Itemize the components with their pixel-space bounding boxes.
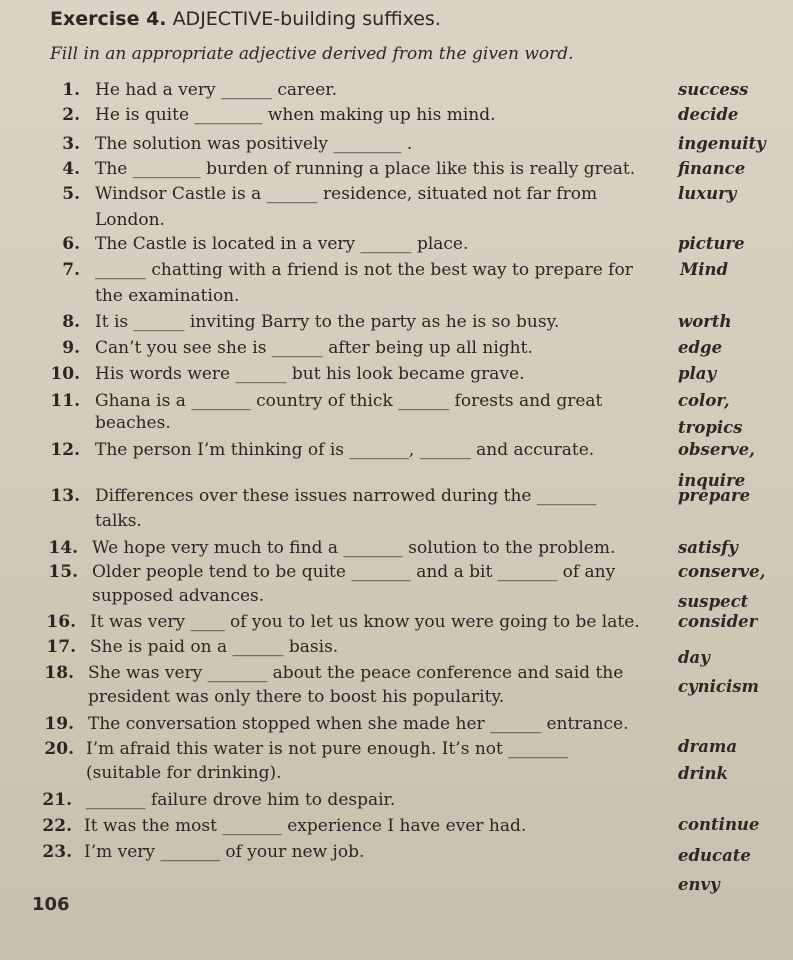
base-word: consider [678, 612, 758, 631]
item-number: 10. [50, 364, 80, 384]
exercise-title: ADJECTIVE-building suffixes. [172, 8, 441, 30]
item-sentence: She was very _______ about the peace conference and said the [88, 663, 624, 683]
item-number: 7. [62, 260, 80, 280]
exercise-instruction: Fill in an appropriate adjective derived from the given word. [50, 44, 574, 64]
item-number: 1. [62, 80, 80, 100]
item-sentence: ______ chatting with a friend is not the best way to prepare for [95, 260, 633, 280]
base-word: continue [678, 815, 760, 834]
item-sentence: He had a very ______ career. [95, 80, 337, 100]
base-word: Mind [680, 260, 729, 279]
item-number: 12. [50, 440, 80, 460]
item-sentence: The ________ burden of running a place like this is really great. [95, 159, 636, 179]
base-word: day [678, 648, 710, 667]
base-word-secondary: suspect [678, 592, 749, 611]
item-number: 22. [42, 816, 72, 836]
base-word: drama [678, 737, 738, 756]
base-word: satisfy [678, 538, 738, 557]
base-word: cynicism [678, 677, 759, 696]
base-word: decide [678, 105, 739, 124]
page-number: 106 [32, 894, 70, 915]
item-sentence: _______ failure drove him to despair. [86, 790, 396, 810]
base-word-secondary: inquire [678, 471, 746, 490]
item-number: 21. [42, 790, 72, 810]
base-word: finance [678, 159, 746, 178]
item-number: 13. [50, 486, 80, 506]
item-sentence: The solution was positively ________ . [95, 134, 413, 154]
item-sentence-continuation: talks. [95, 511, 142, 531]
item-sentence: It was very ____ of you to let us know you were going to be late. [90, 612, 640, 632]
item-sentence: The Castle is located in a very ______ place. [95, 234, 469, 254]
base-word: worth [678, 312, 732, 331]
base-word: picture [678, 234, 745, 253]
item-sentence: Can’t you see she is ______ after being up all night. [95, 338, 533, 358]
item-number: 3. [62, 134, 80, 154]
item-sentence: I’m afraid this water is not pure enough. It’s not _______ [86, 739, 568, 759]
exercise-label: Exercise 4. [50, 8, 167, 30]
item-sentence: The conversation stopped when she made her ______ entrance. [88, 714, 629, 734]
item-number: 17. [46, 637, 76, 657]
item-number: 11. [50, 391, 80, 411]
item-number: 18. [44, 663, 74, 683]
item-number: 9. [62, 338, 80, 358]
base-word: luxury [678, 184, 737, 203]
item-sentence: Windsor Castle is a ______ residence, situated not far from [95, 184, 598, 204]
item-sentence-continuation: the examination. [95, 286, 240, 306]
base-word-secondary: tropics [678, 418, 743, 437]
item-sentence: He is quite ________ when making up his mind. [95, 105, 496, 125]
item-sentence-continuation: supposed advances. [92, 586, 265, 606]
item-sentence: Ghana is a _______ country of thick ______ forests and great [95, 391, 603, 411]
base-word: educate [678, 846, 751, 865]
item-number: 8. [62, 312, 80, 332]
item-sentence: I’m very _______ of your new job. [84, 842, 365, 862]
item-number: 5. [62, 184, 80, 204]
base-word: play [678, 364, 717, 383]
item-number: 15. [48, 562, 78, 582]
item-number: 20. [44, 739, 74, 759]
base-word: observe, [678, 440, 755, 459]
item-number: 2. [62, 105, 80, 125]
item-number: 4. [62, 159, 80, 179]
item-sentence: It was the most _______ experience I have ever had. [84, 816, 527, 836]
base-word: edge [678, 338, 723, 357]
base-word: color, [678, 391, 730, 410]
item-number: 19. [44, 714, 74, 734]
item-sentence-continuation: (suitable for drinking). [86, 763, 282, 783]
item-sentence: She is paid on a ______ basis. [90, 637, 339, 657]
item-number: 23. [42, 842, 72, 862]
item-number: 14. [48, 538, 78, 558]
item-sentence-continuation: beaches. [95, 413, 171, 433]
exercise-heading [50, 8, 441, 30]
item-number: 6. [62, 234, 80, 254]
base-word: ingenuity [678, 134, 766, 153]
base-word: conserve, [678, 562, 766, 581]
item-sentence: Older people tend to be quite _______ and a bit _______ of any [92, 562, 616, 582]
item-sentence: The person I’m thinking of is _______, ______ and accurate. [95, 440, 595, 460]
base-word: envy [678, 875, 720, 894]
item-sentence-continuation: London. [95, 210, 165, 230]
item-sentence-continuation: president was only there to boost his popularity. [88, 687, 505, 707]
base-word: drink [678, 764, 728, 783]
item-sentence: His words were ______ but his look became grave. [95, 364, 525, 384]
item-number: 16. [46, 612, 76, 632]
base-word: prepare [678, 486, 751, 505]
item-sentence: Differences over these issues narrowed during the _______ [95, 486, 597, 506]
base-word: success [678, 80, 749, 99]
item-sentence: It is ______ inviting Barry to the party as he is so busy. [95, 312, 560, 332]
item-sentence: We hope very much to find a _______ solution to the problem. [92, 538, 616, 558]
